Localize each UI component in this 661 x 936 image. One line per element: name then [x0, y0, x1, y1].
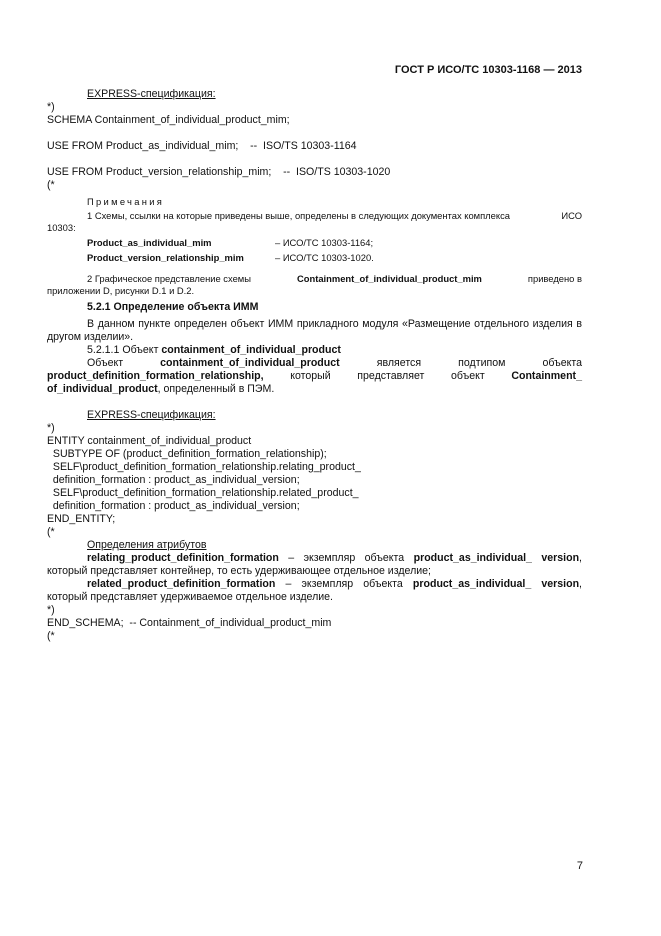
note-table-ref: – ИСО/ТС 10303-1020.	[275, 252, 374, 263]
attribute-definition-2	[47, 578, 582, 604]
note-2	[47, 273, 582, 285]
express-code-line: SELF\product_definition_formation_relationship.relating_product_	[47, 461, 361, 473]
express-code-line: *)	[47, 422, 55, 434]
text-tail: , определенный в ПЭМ.	[157, 383, 275, 395]
text-word: объект	[450, 370, 485, 382]
express-spec-label: EXPRESS-спецификация:	[87, 409, 216, 421]
text-word: представляет	[357, 370, 425, 382]
notes-title: Примечания	[87, 196, 165, 207]
comment-close-marker: *)	[47, 101, 55, 113]
use-from-line-2: USE FROM Product_version_relationship_mim; -- ISO/TS 10303-1020	[47, 166, 391, 178]
text-word: Объект	[87, 357, 124, 369]
attribute-name: relating_product_definition_formation	[87, 552, 279, 564]
note-2-schema-name: Containment_of_individual_product_mim	[296, 273, 482, 284]
end-schema-line: END_SCHEMA; -- Containment_of_individual_product_mim	[47, 617, 332, 629]
attribute-type: product_as_individual_ version	[413, 552, 580, 564]
arm-object-name: Containment_	[511, 370, 582, 382]
note-table-name: Product_version_relationship_mim	[87, 252, 244, 263]
express-spec-label: EXPRESS-спецификация:	[87, 88, 216, 100]
note-2-text-tail: приведено в	[527, 273, 582, 284]
express-code-line: definition_formation : product_as_individual_version;	[47, 474, 300, 486]
attribute-definition-1	[47, 552, 582, 578]
entity-description-line-3	[47, 383, 582, 396]
express-code-line: ENTITY containment_of_individual_product	[47, 435, 252, 447]
use-from-line-1: USE FROM Product_as_individual_mim; -- ISO/TS 10303-1164	[47, 140, 357, 152]
page-content	[47, 88, 582, 643]
text-tail: , который представляет контейнер, то есть удерживающее отдельное изделие;	[47, 552, 582, 577]
text-tail: , который представляет удерживаемое отдельное изделие.	[47, 578, 582, 603]
schema-declaration: SCHEMA Containment_of_individual_product_mim;	[47, 114, 290, 126]
express-code-line: definition_formation : product_as_individual_version;	[47, 500, 300, 512]
express-code-line: SELF\product_definition_formation_relationship.related_product_	[47, 487, 359, 499]
note-table-row	[47, 252, 582, 264]
note-1-text: 1 Схемы, ссылки на которые приведены выше, определены в следующих документах комплекса	[87, 210, 510, 221]
arm-object-name-cont: of_individual_product	[47, 383, 158, 395]
note-table-ref: – ИСО/ТС 10303-1164;	[275, 237, 374, 248]
text-word: который	[290, 370, 331, 382]
text-word: является	[376, 357, 422, 369]
supertype-name: product_definition_formation_relationship,	[47, 370, 264, 382]
subsection-number: 5.2.1.1 Объект	[87, 344, 159, 356]
attribute-name: related_product_definition_formation	[87, 578, 276, 590]
note-table-name: Product_as_individual_mim	[87, 237, 212, 248]
attribute-type: product_as_individual_ version	[412, 578, 580, 590]
document-header: ГОСТ Р ИСО/ТС 10303-1168 — 2013	[394, 64, 582, 76]
note-2-continuation: приложении D, рисунки D.1 и D.2.	[47, 285, 195, 296]
notes-block	[47, 196, 582, 297]
text-mid: – экземпляр объекта	[275, 578, 413, 590]
text-mid: – экземпляр объекта	[278, 552, 414, 564]
comment-open-marker: (*	[47, 179, 55, 191]
express-code-line: SUBTYPE OF (product_definition_formation_relationship);	[47, 448, 327, 460]
entity-description-line-1	[47, 357, 582, 370]
subsection-entity-name: containment_of_individual_product	[161, 344, 341, 356]
text-word: подтипом	[458, 357, 506, 369]
comment-close-marker: *)	[47, 604, 55, 616]
note-1-continuation: 10303:	[47, 222, 76, 233]
note-2-text: 2 Графическое представление схемы	[87, 273, 251, 284]
section-paragraph: В данном пункте определен объект ИММ прикладного модуля «Размещение отдельного изделия в другом изделии».	[47, 318, 582, 343]
note-1	[47, 210, 582, 222]
text-word: объекта	[542, 357, 582, 369]
page-number: 7	[576, 860, 583, 872]
section-heading: 5.2.1 Определение объекта ИММ	[87, 301, 259, 313]
note-1-iso: ИСО	[561, 210, 582, 221]
entity-description-line-2	[47, 370, 582, 383]
attributes-label: Определения атрибутов	[87, 539, 207, 551]
express-code-line: END_ENTITY;	[47, 513, 116, 525]
subsection-heading	[47, 344, 582, 357]
entity-name: containment_of_individual_product	[160, 357, 340, 369]
note-table-row	[47, 237, 582, 249]
express-code-line: (*	[47, 526, 55, 538]
comment-open-marker: (*	[47, 630, 55, 642]
